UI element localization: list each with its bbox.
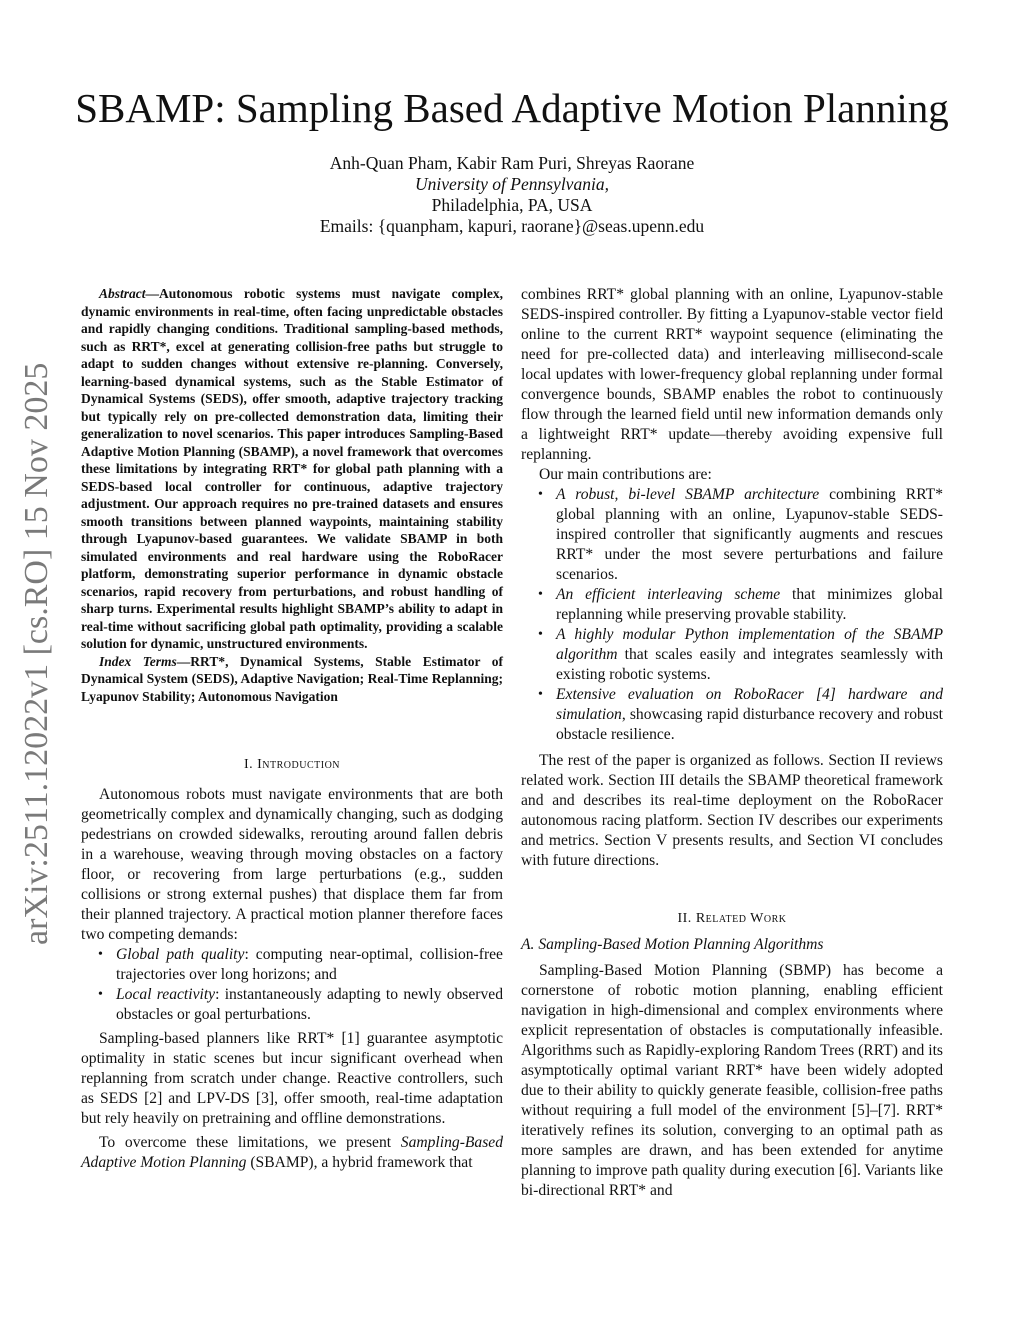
section-title: Introduction: [257, 757, 341, 772]
contribution-text: that minimizes global replanning while preserving provable stability.: [556, 586, 943, 623]
contribution-item: [556, 625, 943, 685]
sbmp-paragraph: Sampling-Based Motion Planning (SBMP) has become a cornerstone of robotic motion planning, enabling efficient navigation in high-dimensional and complex environments where explicit representation of obstacles is computationally infeasible. Algorithms such as Rapidly-exploring Random Trees (RRT) and its asymptotically optimal variant RRT* have been widely adopted due to their ability to quickly generate feasible, collision-free paths without requiring a full model of the environment [5]–[7]. RRT* iteratively refines its solution, converging to an optimal path as more samples are drawn, and has been extended for anytime planning to improve path quality during execution [6]. Variants like bi-directional RRT* and: [521, 962, 943, 1199]
author-emails: Emails: {quanpham, kapuri, raorane}@seas.upenn.edu: [319, 216, 705, 236]
author-affiliation: University of Pennsylvania,: [415, 174, 609, 194]
organization-paragraph: The rest of the paper is organized as follows. Section II reviews related work. Section III details the SBAMP theoretical framework and and describes its real-time deployment on the RoboRacer autonomous racing platform. Section IV describes our experiments and metrics. Section V presents results, and Section VI concludes with future directions.: [521, 752, 943, 869]
abstract-label: Abstract: [99, 286, 146, 301]
abstract-dash: —: [145, 286, 160, 301]
intro-paragraph-3: [81, 1133, 503, 1173]
bullet-emphasis: Global path quality: [116, 946, 245, 963]
contribution-emphasis: An efficient interleaving scheme: [556, 586, 781, 603]
subsection-heading: A. Sampling-Based Motion Planning Algorithms: [521, 936, 824, 953]
author-names: Anh-Quan Pham, Kabir Ram Puri, Shreyas Raorane: [329, 153, 695, 173]
section-title: Related Work: [695, 911, 787, 926]
section-number: II.: [677, 911, 696, 926]
contribution-item: [556, 685, 943, 745]
abstract: [81, 285, 503, 653]
left-column: [81, 285, 503, 1173]
index-terms-dash: —: [176, 653, 191, 669]
bullet-emphasis: Local reactivity: [116, 986, 216, 1003]
contribution-text: , showcasing rapid disturbance recovery and robust obstacle resilience.: [556, 706, 943, 743]
index-terms-text: RRT*, Dynamical Systems, Stable Estimator of Dynamical System (SEDS), Adaptive Navigation; Real-Time Replanning; Lyapunov Stability; Autonomous Navigation: [81, 653, 503, 704]
index-terms: [81, 653, 503, 706]
index-terms-label: Index Terms: [99, 653, 177, 669]
author-block: [162, 153, 862, 237]
contribution-text: that scales easily and integrates seamlessly with existing robotic systems.: [556, 646, 943, 683]
p3-pre: To overcome these limitations, we present: [99, 1134, 401, 1151]
abstract-text: Autonomous robotic systems must navigate complex, dynamic environments in real-time, often facing unpredictable obstacles and rapidly changing conditions. Traditional sampling-based methods, such as RRT*, excel at generating collision-free paths but struggle to adapt to sudden changes without extensive re-planning. Conversely, learning-based dynamical systems, such as the Stable Estimator of Dynamical Systems (SEDS), offer smooth, adaptive trajectory tracking but typically rely on pre-collected demonstration data, limiting their generalization to novel scenarios. This paper introduces Sampling-Based Adaptive Motion Planning (SBAMP), a novel framework that overcomes these limitations by integrating RRT* for global path planning with a SEDS-based local controller for continuous, adaptive trajectory adjustment. Our approach requires no pre-trained datasets and ensures smooth transitions between planned waypoints, maintaining stability through Lyapunov-based guarantees. We validate SBAMP in both simulated environments and real hardware using the RoboRacer platform, demonstrating superior performance in dynamic obstacle scenarios, rapid recovery from perturbations, and robust handling of sharp turns. Experimental results highlight SBAMP’s ability to adapt in real-time without sacrificing global path optimality, providing a scalable solution for dynamic, unstructured environments.: [81, 286, 503, 651]
p3-post: (SBAMP), a hybrid framework that: [246, 1154, 473, 1171]
intro-bullet: [116, 945, 503, 985]
contribution-emphasis: A robust, bi-level SBAMP architecture: [556, 486, 820, 503]
p3-emphasis: Sampling-Based Adaptive Motion Planning: [81, 1134, 503, 1171]
contributions-intro: Our main contributions are:: [539, 466, 712, 483]
contribution-item: [556, 485, 943, 585]
contribution-emphasis: A highly modular Python implementation of the SBAMP algorithm: [556, 626, 943, 663]
contribution-item: [556, 585, 943, 625]
intro-bullet-list: [81, 945, 503, 1025]
section-heading-introduction: [81, 755, 503, 775]
paper-title: SBAMP: Sampling Based Adaptive Motion Planning: [75, 85, 949, 131]
bullet-text: : instantaneously adapting to newly observed obstacles or goal perturbations.: [116, 986, 503, 1023]
section-heading-related-work: [521, 909, 943, 929]
contribution-emphasis: Extensive evaluation on RoboRacer [4] hardware and simulation: [556, 686, 943, 723]
right-column: [521, 285, 943, 1201]
author-location: Philadelphia, PA, USA: [431, 195, 593, 215]
intro-bullet: [116, 985, 503, 1025]
arxiv-identifier: arXiv:2511.12022v1 [cs.RO] 15 Nov 2025: [18, 362, 55, 945]
bullet-text: : computing near-optimal, collision-free trajectories over long horizons; and: [116, 946, 503, 983]
contribution-text: combining RRT* global planning with an online, Lyapunov-stable SEDS-inspired controller that significantly augments and rescues RRT* under the most severe perturbations and failure scenarios.: [556, 486, 943, 583]
intro-paragraph-1: Autonomous robots must navigate environments that are both geometrically complex and dynamically changing, such as dodging pedestrians on crowded sidewalks, rerouting around fallen debris in a warehouse, weaving through moving obstacles on a factory floor, or recovering from large perturbations (e.g., sudden collisions or strong external pushes) that displace them far from their planned trajectory. A practical motion planner therefore faces two competing demands:: [81, 786, 503, 943]
section-number: I.: [243, 757, 258, 772]
intro-continuation: combines RRT* global planning with an online, Lyapunov-stable SEDS-inspired controller. By fitting a Lyapunov-stable vector field online to the current RRT* waypoint sequence (eliminating the need for pre-collected data) and interleaving millisecond-scale local updates with lower-frequency global replanning under formal convergence bounds, SBAMP enables the robot to continuously flow through the learned field until new information demands only a lightweight RRT* update—thereby avoiding expensive full replanning.: [521, 286, 943, 463]
contributions-list: [521, 485, 943, 745]
intro-paragraph-2: Sampling-based planners like RRT* [1] guarantee asymptotic optimality in static scenes but incur significant overhead when replanning from scratch under change. Reactive controllers, such as SEDS [2] and LPV-DS [3], offer smooth, real-time adaptation but rely heavily on pretraining and offline demonstrations.: [81, 1030, 503, 1127]
